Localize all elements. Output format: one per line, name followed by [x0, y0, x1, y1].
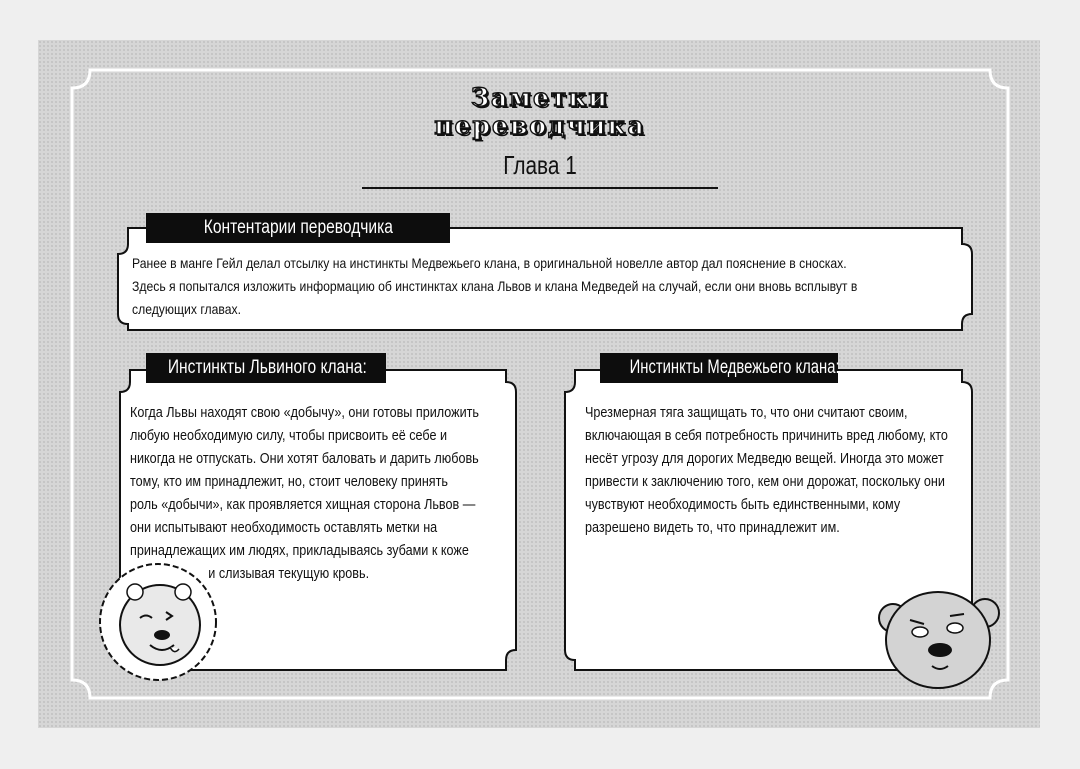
comments-heading: Контентарии переводчика [203, 217, 393, 238]
lion-line-7: принадлежащих им людях, прикладываясь зубами к коже [130, 543, 469, 559]
title-line-2: переводчика [434, 111, 646, 140]
comments-line-1: Ранее в манге Гейл делал отсылку на инстинкты Медвежьего клана, в оригинальной новелле автор дал пояснение в сносках. [132, 255, 847, 271]
lion-line-8: и слизывая текущую кровь. [208, 566, 370, 582]
bear-heading-banner [600, 353, 838, 383]
lion-line-1: Когда Львы находят свою «добычу», они готовы приложить [130, 405, 479, 421]
page-title [380, 84, 700, 140]
chapter-underline [362, 187, 718, 189]
comments-line-3: следующих главах. [132, 301, 241, 317]
comments-heading-banner [146, 213, 450, 243]
lion-line-4: тому, кто им принадлежит, но, стоит человеку принять [130, 474, 448, 490]
bear-line-3: несёт угрозу для дорогих Медведю вещей. Иногда это может [585, 451, 944, 467]
title-line-1: Заметки [471, 83, 609, 112]
chapter-heading: Глава 1 [503, 150, 577, 180]
comments-text [132, 252, 952, 321]
lion-heading-banner [146, 353, 386, 383]
lion-line-5: роль «добычи», как проявляется хищная сторона Львов — [130, 497, 476, 513]
lion-text [130, 402, 505, 586]
bear-heading: Инстинкты Медвежьего клана: [629, 357, 840, 378]
lion-line-2: любую необходимую силу, чтобы присвоить её себе и [130, 428, 448, 444]
bear-illustration [879, 592, 999, 688]
bear-text [585, 402, 965, 540]
lion-line-3: никогда не отпускать. Они хотят баловать и дарить любовь [130, 451, 479, 467]
bear-line-6: разрешено видеть то, что принадлежит им. [585, 520, 840, 536]
lion-line-6: они испытывают необходимость оставлять метки на [130, 520, 438, 536]
bear-line-2: включающая в себя потребность причинить вред любому, кто [585, 428, 948, 444]
lion-heading: Инстинкты Львиного клана: [167, 357, 367, 378]
comments-line-2: Здесь я попытался изложить информацию об инстинктах клана Львов и клана Медведей на случай, если они вновь всплывут в [132, 278, 858, 294]
bear-line-1: Чрезмерная тяга защищать то, что они считают своим, [585, 405, 908, 421]
bear-line-4: привести к заключению того, кем они дорожат, поскольку они [585, 474, 945, 490]
bear-line-5: чувствуют необходимость быть единственными, кому [585, 497, 901, 513]
